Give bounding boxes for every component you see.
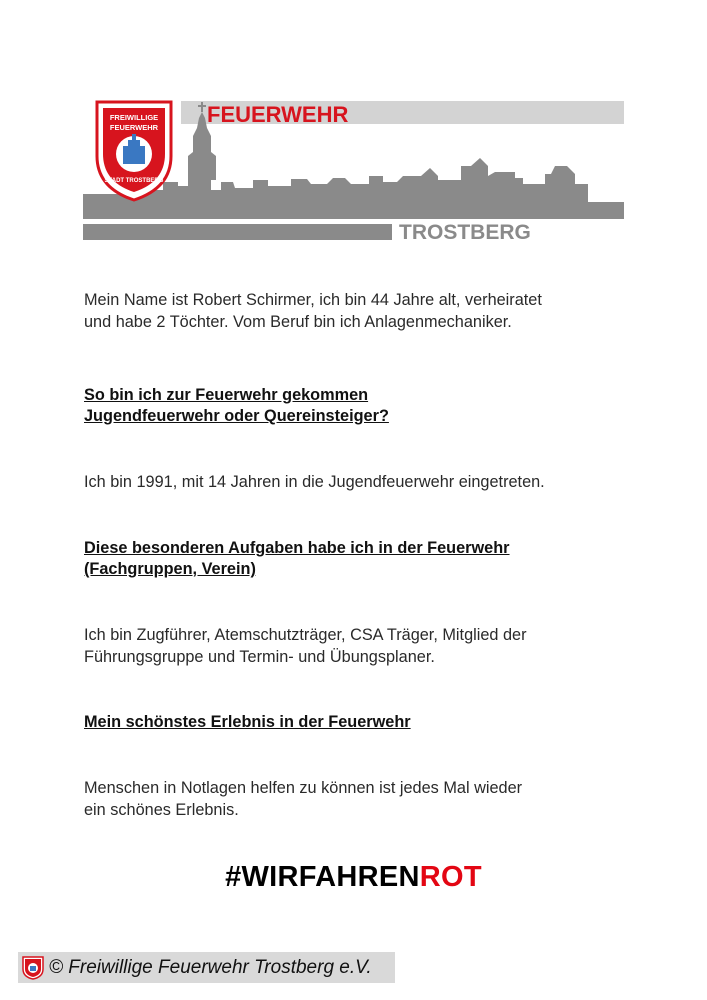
bottom-bar [83, 224, 392, 240]
section-heading-tasks [84, 538, 629, 580]
footer-text: © Freiwillige Feuerwehr Trostberg e.V. [49, 956, 372, 978]
header-graphic [83, 96, 624, 242]
header-banner [83, 96, 624, 242]
hashtag-red: ROT [419, 861, 482, 893]
heading-line-1: Diese besonderen Aufgaben habe ich in der Feuerwehr [84, 539, 510, 557]
hashtag-slogan [0, 861, 707, 894]
body-line-2: Führungsgruppe und Termin- und Übungsplaner. [84, 648, 435, 666]
body-line-1: Menschen in Notlagen helfen zu können ist jedes Mal wieder [84, 779, 523, 797]
body-line-2: ein schönes Erlebnis. [84, 801, 239, 819]
section-body-joining [84, 471, 629, 493]
body-line-1: Ich bin 1991, mit 14 Jahren in die Jugendfeuerwehr eingetreten. [84, 473, 545, 491]
title-feuerwehr: FEUERWEHR [207, 102, 349, 127]
hashtag-black: #WIRFAHREN [225, 861, 420, 893]
heading-line-1: Mein schönstes Erlebnis in der Feuerwehr [84, 713, 411, 731]
intro-line-2: und habe 2 Töchter. Vom Beruf bin ich Anlagenmechaniker. [84, 313, 512, 331]
title-trostberg: TROSTBERG [399, 221, 531, 242]
intro-paragraph [84, 289, 629, 333]
section-body-tasks [84, 624, 629, 668]
heading-line-2: Jugendfeuerwehr oder Quereinsteiger? [84, 407, 389, 425]
emblem-text-1: FREIWILLIGE [109, 113, 159, 122]
church-cross-bar [198, 105, 206, 107]
intro-line-1: Mein Name ist Robert Schirmer, ich bin 44 Jahre alt, verheiratet [84, 291, 542, 309]
emblem-text-2: FEUERWEHR [109, 123, 159, 132]
section-heading-joining [84, 385, 629, 427]
footer-copyright [18, 952, 395, 983]
emblem-text-3: STADT TROSTBERG [104, 178, 164, 184]
emblem-icon [22, 956, 44, 980]
section-heading-experience [84, 712, 629, 733]
body-line-1: Ich bin Zugführer, Atemschutzträger, CSA Träger, Mitglied der [84, 626, 527, 644]
heading-line-2: (Fachgruppen, Verein) [84, 560, 256, 578]
heading-line-1: So bin ich zur Feuerwehr gekommen [84, 386, 369, 404]
section-body-experience [84, 777, 629, 821]
